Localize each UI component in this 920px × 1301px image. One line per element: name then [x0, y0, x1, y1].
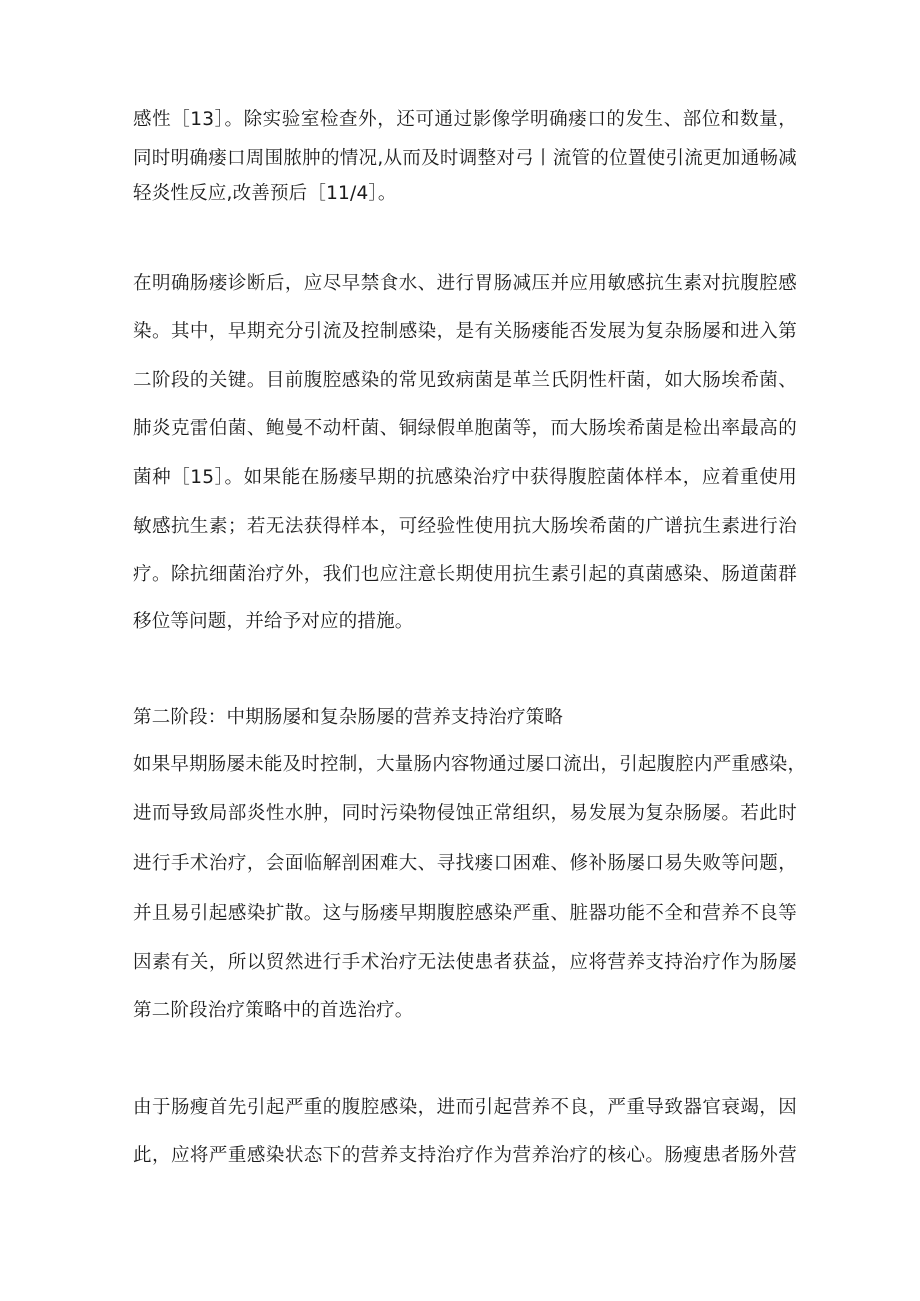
- text-line: 进行手术治疗，会面临解剖困难大、寻找瘘口困难、修补肠屡口易失败等问题，: [133, 853, 797, 874]
- text-line: 第二阶段治疗策略中的首选治疗。: [133, 1000, 414, 1021]
- text-line: 疗。除抗细菌治疗外，我们也应注意长期使用抗生素引起的真菌感染、肠道菌群: [133, 564, 797, 585]
- text-line: 染。其中，早期充分引流及控制感染，是有关肠瘘能否发展为复杂肠屡和进入第: [133, 321, 797, 342]
- text-line: 此，应将严重感染状态下的营养支持治疗作为营养治疗的核心。肠瘦患者肠外营: [133, 1145, 797, 1166]
- text-line: 进而导致局部炎性水肿，同时污染物侵蚀正常组织，易发展为复杂肠屡。若此时: [133, 803, 797, 824]
- text-line: 同时明确瘘口周围脓肿的情况,从而及时调整对弓丨流管的位置使引流更加通畅减: [133, 148, 797, 169]
- text-line: 敏感抗生素；若无法获得样本，可经验性使用抗大肠埃希菌的广谱抗生素进行治: [133, 516, 797, 537]
- text-line: 因素有关，所以贸然进行手术治疗无法使患者获益，应将营养支持治疗作为肠屡: [133, 952, 797, 973]
- text-line: 如果早期肠屡未能及时控制，大量肠内容物通过屡口流出，引起腹腔内严重感染，: [133, 754, 807, 775]
- text-line: 二阶段的关键。目前腹腔感染的常见致病菌是革兰氏阴性杆菌，如大肠埃希菌、: [133, 370, 797, 391]
- text-line: 由于肠瘦首先引起严重的腹腔感染，进而引起营养不良，严重导致器官衰竭，因: [133, 1097, 797, 1118]
- text-line: 移位等问题，并给予对应的措施。: [133, 611, 414, 632]
- text-line: 轻炎性反应,改善预后［11/4］。: [133, 183, 397, 204]
- text-line: 并且易引起感染扩散。这与肠瘘早期腹腔感染严重、脏器功能不全和营养不良等: [133, 903, 797, 924]
- text-line: 菌种［15］。如果能在肠瘘早期的抗感染治疗中获得腹腔菌体样本，应着重使用: [133, 467, 797, 488]
- text-line: 在明确肠瘘诊断后，应尽早禁食水、进行胃肠减压并应用敏感抗生素对抗腹腔感: [133, 273, 797, 294]
- section-heading: 第二阶段：中期肠屡和复杂肠屡的营养支持治疗策略: [133, 707, 564, 728]
- text-line: 感性［13］。除实验室检查外，还可通过影像学明确瘘口的发生、部位和数量，: [133, 109, 797, 130]
- text-line: 肺炎克雷伯菌、鲍曼不动杆菌、铜绿假单胞菌等，而大肠埃希菌是检出率最高的: [133, 418, 797, 439]
